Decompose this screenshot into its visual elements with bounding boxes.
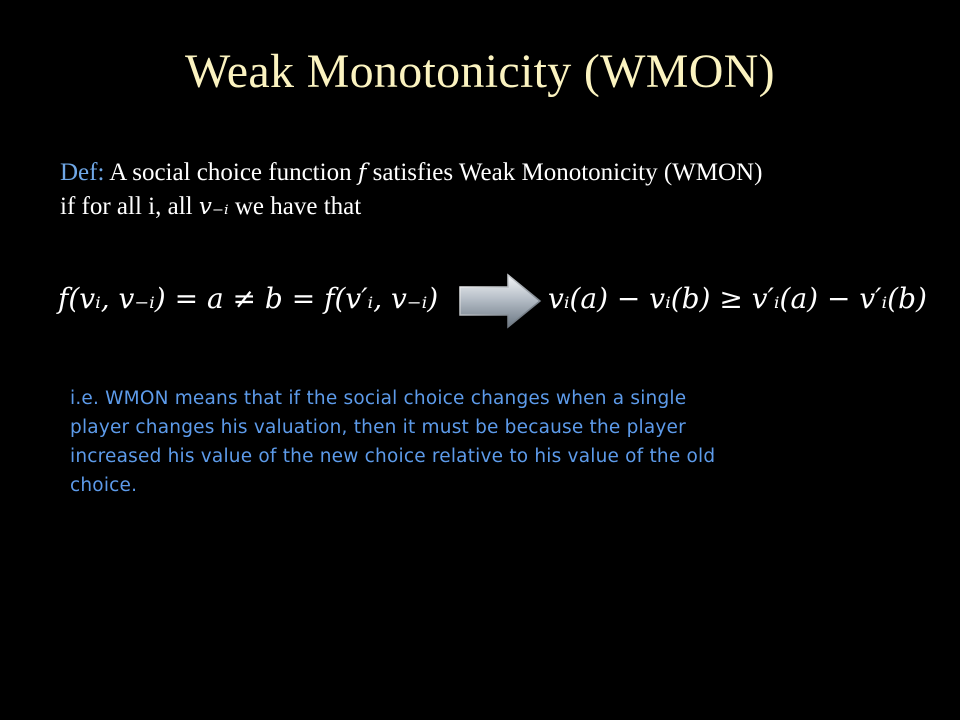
- v-minus-i-symbol: v₋ᵢ: [198, 194, 229, 220]
- definition-line-2: [60, 190, 920, 224]
- definition-label: Def:: [60, 159, 105, 186]
- note-line: increased his value of the new choice relative to his value of the old: [70, 446, 716, 467]
- definition-text-2a: if for all i, all: [60, 193, 199, 220]
- definition-line-1: [60, 156, 920, 190]
- definition-text-1a: A social choice function: [104, 159, 358, 186]
- note-line: choice.: [70, 475, 138, 496]
- slide-title: Weak Monotonicity (WMON): [185, 45, 775, 98]
- definition-text-2b: we have that: [228, 193, 362, 220]
- condition-formula: f(vᵢ, v₋ᵢ) = a ≠ b = f(v′ᵢ, v₋ᵢ): [58, 282, 439, 315]
- right-arrow-icon: [458, 273, 542, 329]
- implication-formula: vᵢ(a) − vᵢ(b) ≥ v′ᵢ(a) − v′ᵢ(b): [548, 282, 927, 315]
- definition-text-1b: satisfies Weak Monotonicity (WMON): [366, 159, 763, 186]
- function-symbol: f: [357, 160, 367, 186]
- note-line: player changes his valuation, then it must be because the player: [70, 417, 686, 438]
- explanation-note: [70, 384, 830, 500]
- definition: [60, 156, 920, 224]
- note-line: i.e. WMON means that if the social choice changes when a single: [70, 388, 687, 409]
